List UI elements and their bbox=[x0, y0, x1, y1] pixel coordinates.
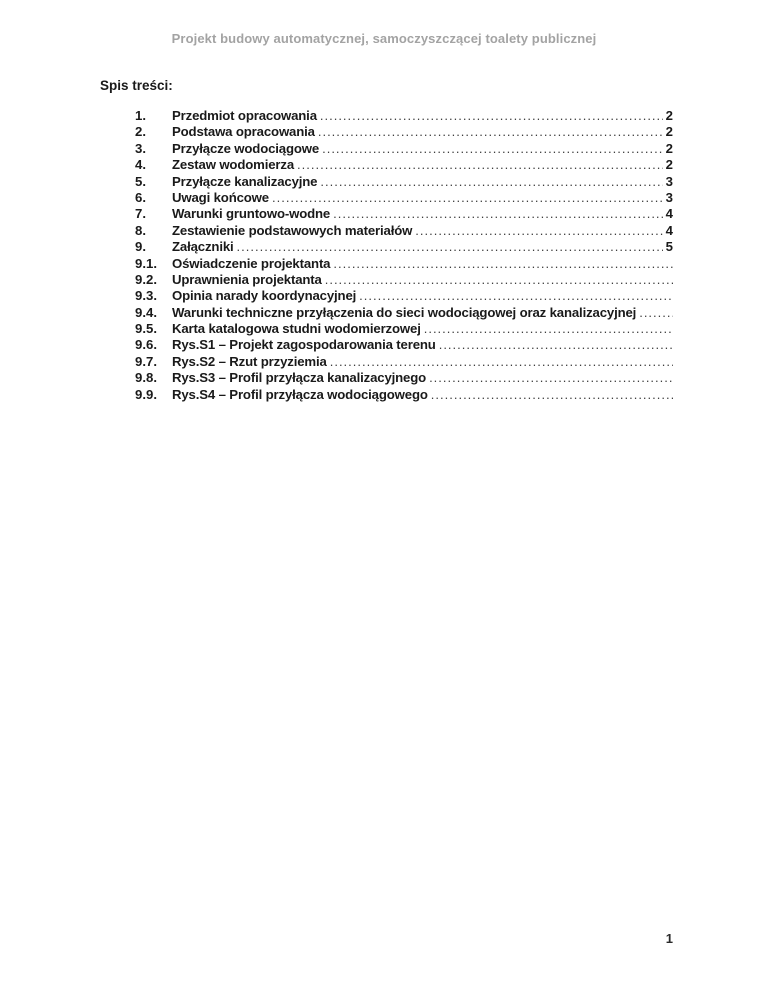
toc-entry-number: 8. bbox=[135, 222, 146, 238]
toc-entry[interactable] bbox=[135, 157, 673, 173]
toc-entry[interactable] bbox=[135, 354, 673, 370]
toc-entry-page: 3 bbox=[665, 189, 673, 205]
running-header: Projekt budowy automatycznej, samoczyszczącej toalety publicznej bbox=[171, 31, 597, 46]
toc-entry[interactable] bbox=[135, 190, 673, 206]
toc-dot-leader bbox=[431, 387, 673, 402]
toc-entry-page: 2 bbox=[665, 108, 673, 123]
toc-dot-leader bbox=[330, 354, 673, 369]
toc-entry-number: 7. bbox=[135, 206, 146, 222]
toc-entry-page: 4 bbox=[665, 222, 673, 238]
toc-entry-title: Przyłącze wodociągowe bbox=[172, 140, 320, 156]
toc-dot-leader bbox=[320, 108, 663, 123]
toc-entry[interactable] bbox=[135, 305, 673, 321]
toc-entry-title: Rys.S3 – Profil przyłącza kanalizacyjnego bbox=[172, 370, 427, 386]
toc-entry[interactable] bbox=[135, 174, 673, 190]
toc-entry-page: 4 bbox=[665, 206, 673, 222]
toc-entry-number: 9.8. bbox=[135, 370, 157, 386]
toc-entry-title: Rys.S1 – Projekt zagospodarowania terenu bbox=[172, 337, 436, 353]
toc-entry[interactable] bbox=[135, 321, 673, 337]
toc-entry-title: Zestaw wodomierza bbox=[172, 157, 295, 173]
toc-entry[interactable] bbox=[135, 239, 673, 255]
toc-dot-leader bbox=[325, 272, 673, 287]
toc-entry-page: 3 bbox=[665, 173, 673, 189]
toc-entry-title: Opinia narady koordynacyjnej bbox=[172, 288, 357, 304]
toc-entry-title: Karta katalogowa studni wodomierzowej bbox=[172, 321, 421, 337]
toc-entry-title: Przedmiot opracowania bbox=[172, 108, 317, 123]
toc-entry[interactable] bbox=[135, 370, 673, 386]
toc-dot-leader bbox=[333, 206, 663, 221]
toc-entry[interactable] bbox=[135, 141, 673, 157]
toc-entry[interactable] bbox=[135, 337, 673, 353]
toc-entry-number: 9.7. bbox=[135, 353, 157, 369]
toc-dot-leader bbox=[237, 239, 663, 254]
toc-entry-number: 5. bbox=[135, 173, 146, 189]
toc-dot-leader bbox=[439, 337, 673, 352]
toc-entry-page: 2 bbox=[665, 124, 673, 140]
toc-entry[interactable] bbox=[135, 288, 673, 304]
toc-entry[interactable] bbox=[135, 256, 673, 272]
toc-dot-leader bbox=[424, 321, 673, 336]
toc-entry-title: Warunki techniczne przyłączenia do sieci wodociągowej oraz kanalizacyjnej bbox=[172, 304, 637, 320]
toc-entry-number: 3. bbox=[135, 140, 146, 156]
toc-entry-number: 9. bbox=[135, 239, 146, 255]
toc-dot-leader bbox=[333, 256, 673, 271]
toc-dot-leader bbox=[322, 141, 663, 156]
toc-entry-number: 9.6. bbox=[135, 337, 157, 353]
toc-entry[interactable] bbox=[135, 124, 673, 140]
toc-entry-number: 4. bbox=[135, 157, 146, 173]
toc-dot-leader bbox=[320, 174, 662, 189]
toc-dot-leader bbox=[318, 124, 663, 139]
toc-entry-number: 9.3. bbox=[135, 288, 157, 304]
toc-heading: Spis treści: bbox=[100, 78, 173, 93]
page-number: 1 bbox=[665, 931, 673, 946]
toc-dot-leader bbox=[359, 288, 673, 303]
toc-entry-number: 9.1. bbox=[135, 255, 157, 271]
toc-entry[interactable] bbox=[135, 206, 673, 222]
toc-dot-leader bbox=[272, 190, 663, 205]
toc-entry-number: 9.9. bbox=[135, 386, 157, 402]
toc-entry-title: Uwagi końcowe bbox=[172, 189, 269, 205]
toc-entry-number: 9.4. bbox=[135, 304, 157, 320]
toc-entry[interactable] bbox=[135, 108, 673, 124]
toc-entry[interactable] bbox=[135, 272, 673, 288]
toc-entry[interactable] bbox=[135, 387, 673, 403]
toc-entry-title: Warunki gruntowo-wodne bbox=[172, 206, 331, 222]
toc-entry-number: 2. bbox=[135, 124, 146, 140]
toc-entry-page: 2 bbox=[665, 157, 673, 173]
toc-entry-title: Podstawa opracowania bbox=[172, 124, 315, 140]
toc-entry-page: 2 bbox=[665, 140, 673, 156]
toc-entry-number: 6. bbox=[135, 189, 146, 205]
toc-entry-number: 9.2. bbox=[135, 271, 157, 287]
toc-dot-leader bbox=[297, 157, 663, 172]
toc-entry-title: Rys.S4 – Profil przyłącza wodociągowego bbox=[172, 386, 428, 402]
toc-entry-title: Oświadczenie projektanta bbox=[172, 255, 331, 271]
toc-entry[interactable] bbox=[135, 223, 673, 239]
toc-entry-title: Przyłącze kanalizacyjne bbox=[172, 173, 318, 189]
toc-entry-number: 1. bbox=[135, 108, 146, 123]
toc-entry-number: 9.5. bbox=[135, 321, 157, 337]
toc-list bbox=[135, 108, 673, 403]
toc-dot-leader bbox=[429, 370, 673, 385]
toc-dot-leader bbox=[415, 223, 662, 238]
toc-entry-title: Załączniki bbox=[172, 239, 234, 255]
toc-entry-title: Uprawnienia projektanta bbox=[172, 271, 322, 287]
toc-dot-leader bbox=[639, 305, 673, 320]
toc-entry-title: Rys.S2 – Rzut przyziemia bbox=[172, 353, 327, 369]
toc-entry-title: Zestawienie podstawowych materiałów bbox=[172, 222, 413, 238]
toc-entry-page: 5 bbox=[665, 239, 673, 255]
